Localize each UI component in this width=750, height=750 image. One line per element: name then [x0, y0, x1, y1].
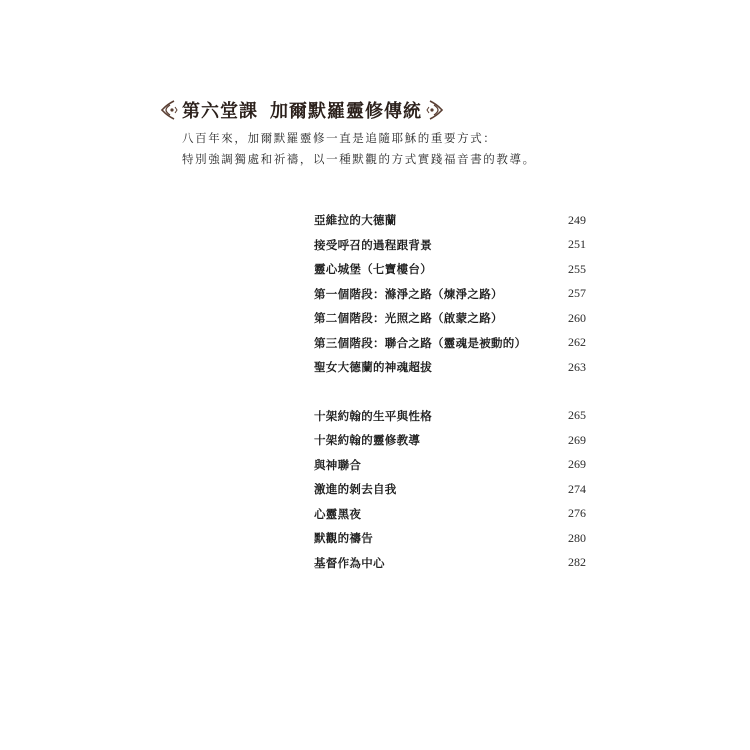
chapter-title: [182, 97, 422, 123]
toc-entry-label: 靈心城堡（七寶樓台）: [314, 262, 432, 277]
toc-entry-label: 第二個階段：光照之路（啟蒙之路）: [314, 311, 503, 326]
toc-entry-page: 257: [568, 286, 586, 301]
toc-entry-page: 276: [568, 506, 586, 521]
toc-entry[interactable]: [314, 257, 586, 282]
toc-entry-label: 激進的剝去自我: [314, 482, 397, 497]
toc-entry[interactable]: [314, 428, 586, 453]
toc-entry-label: 接受呼召的過程跟背景: [314, 237, 432, 252]
toc-entry-page: 249: [568, 212, 586, 227]
toc-entry[interactable]: [314, 477, 586, 502]
toc-entry-page: 263: [568, 359, 586, 374]
toc-entry-page: 251: [568, 237, 586, 252]
toc-group-john-of-the-cross: [314, 404, 586, 576]
toc-entry[interactable]: [314, 208, 586, 233]
toc-entry-page: 265: [568, 408, 586, 423]
toc-entry-page: 274: [568, 481, 586, 496]
toc-entry-page: 260: [568, 310, 586, 325]
chapter-intro: [182, 128, 536, 170]
toc-entry-page: 280: [568, 530, 586, 545]
toc-entry-label: 十架約翰的生平與性格: [314, 408, 432, 423]
toc-entry-label: 第一個階段：滌淨之路（煉淨之路）: [314, 286, 503, 301]
toc-entry-label: 基督作為中心: [314, 555, 385, 570]
toc-entry-label: 心靈黑夜: [314, 506, 362, 521]
toc-entry[interactable]: [314, 233, 586, 258]
toc-entry-page: 255: [568, 261, 586, 276]
toc-entry-page: 269: [568, 432, 586, 447]
toc-entry-page: 262: [568, 335, 586, 350]
chapter-number: 第六堂課: [182, 101, 258, 122]
toc-entry[interactable]: [314, 355, 586, 380]
toc-entry[interactable]: [314, 404, 586, 429]
table-of-contents: [314, 208, 586, 575]
toc-entry-label: 聖女大德蘭的神魂超拔: [314, 360, 432, 375]
toc-group-teresa: [314, 208, 586, 380]
toc-entry[interactable]: [314, 502, 586, 527]
toc-entry[interactable]: [314, 331, 586, 356]
chapter-header: [160, 96, 444, 124]
toc-entry-page: 269: [568, 457, 586, 472]
toc-entry[interactable]: [314, 282, 586, 307]
left-ornament-icon: [160, 99, 178, 121]
toc-entry[interactable]: [314, 306, 586, 331]
toc-entry-label: 亞維拉的大德蘭: [314, 213, 397, 228]
toc-entry-label: 第三個階段：聯合之路（靈魂是被動的）: [314, 335, 527, 350]
toc-entry[interactable]: [314, 453, 586, 478]
toc-entry-page: 282: [568, 555, 586, 570]
right-ornament-icon: [426, 99, 444, 121]
toc-entry-label: 十架約翰的靈修教導: [314, 433, 421, 448]
chapter-name: 加爾默羅靈修傳統: [270, 101, 422, 122]
toc-entry-label: 默觀的禱告: [314, 531, 373, 546]
intro-line-2: 特別強調獨處和祈禱，以一種默觀的方式實踐福音書的教導。: [182, 152, 536, 166]
intro-line-1: 八百年來，加爾默羅靈修一直是追隨耶穌的重要方式：: [182, 131, 497, 145]
toc-entry-label: 與神聯合: [314, 457, 362, 472]
toc-entry[interactable]: [314, 551, 586, 576]
toc-entry[interactable]: [314, 526, 586, 551]
